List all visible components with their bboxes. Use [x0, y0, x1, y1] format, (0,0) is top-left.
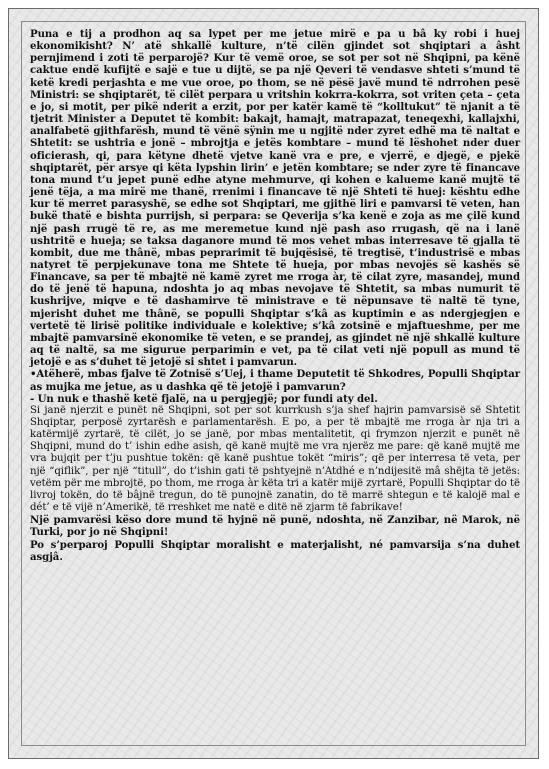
page-inner-border: [21, 21, 526, 746]
paragraph: Si janë njerzit e punët në Shqipni, sot per sot kurrkush s’ja shef hajrin pamvarsisë së Shtetit Shqiptar, perposë zyrtarësh e parlamentarësh. E po, a per të mbajtë me rroga àr nja tri a katërmijë zyrtarë, të cilët, jo se janë, por mbas mentalitetit, qi frymzon njerzit e punët në Shqipni, mund do t’ ishin edhe asish, që kanë mujtë me vra njerëz me pare: që kanë mujtë me vra bujqit per t’ju pushtue tokën: që kanë pushtue tokët “miris”; që per interresa të veta, per një “qiflik”, per një “titull”, do t’ishin gati të pshtyejnë n’Atdhé e n’ndijesitë mâ shëjta të jetës: vetëm për me mbrojtë, po thom, me rroga àr këta tri a katër mijë zyrtarë, Populli Shqiptar do të livroj tokën, do të bâjnë tregun, do të punojnë zanatin, do të marrë shtegun e të kalojë mal e dét’ e të vijë n’Amerikë, të rreshket me natë e ditë në zjarm të fabrikave!: [30, 404, 520, 514]
paragraph: •Atëherë, mbas fjalve të Zotnisë s’Uej, i thame Deputetit të Shkodres, Populli Shqiptar as mujka me jetue, as u dashka që të jetojë i pamvarun?: [30, 368, 520, 393]
page-frame: [8, 8, 539, 759]
paragraph: Një pamvarësi këso dore mund të hyjnë në punë, ndoshta, në Zanzibar, në Marok, në Turki, por jo në Shqipni!: [30, 514, 520, 539]
paragraph: - Un nuk e thashë ketë fjalë, na u pergjegjë; por fundi aty del.: [30, 392, 378, 405]
paragraph: Po s’perparoj Populli Shqiptar moralisht e materjalisht, né pamvarsija s’na duhet asgjâ.: [30, 538, 520, 563]
paragraph: Puna e tij a prodhon aq sa lypet per me jetue mirë e pa u bâ ky robi i huej ekonomikisht? N’ atë shkallë kulture, n’të cilën gjindet sot shqiptari a âsht pernjimend i zoti të perparojë? Kur të vemë oroe, se sot per sot në Shqipni, pa kënë caktue endë kufijtë e sajë e tue u dijtë, se pa një Qeveri të vendasve shteti s’mund të ketë kredi perjashta e me vue oroe, po thom, se në pësë javë mund të ndrrohen pesë Ministri: se shqiptarët, të cilët perpara u vritshin kokrra-kokrra, sot vriten çeta – çeta e jo, si motit, per pikë nderit a erzit, por per katër kamë të “kolltukut” të njanit a të tjetrit Minister a Deputet të kombit: bakajt, hamajt, matrapazat, teneqexhi, kallajxhi, analfabetë gjithfarësh, mund të vënë sÿnin me u ngjitë nder zyret edhë ma të naltat e Shtetit: se ushtria e jonë – mbrojtja e jetës kombtare – mund të lëshohet nder duer oficierash, qi, para këtyne dhetë vjetve kanë vra e pre, e vjerrë, e djegë, e pjekë shqiptarët, për arsye qi këta lypshin lirin’ e jetën kombtare; se nder zyre të financave tona mund t’u jepet punë edhe atyne mehmurve, qi kohen e kalueme kanë mujtë të jenë tëja, a ma mirë me thanë, rrenimi i financave të një Shteti të huej: kështu edhe kur të merret parasyshë, se edhe sot Shqiptari, me gjithë liri e pamvarsi të veten, han bukë thatë e bishta purrijsh, si perpara: se Qeverija s’ka kenë e zoja as me çilë kund një pash rrugë të re, as me meremetue kund një pash aso rrugash, që na i lanë ushtritë e hueja; se taksa daganore mund të mos vehet mbas interresave të gjalla të kombit, due me thânë, mbas peprarimit të bujqësisë, të tregtisë, t’industrisë e mbas natyret të perpjekunave tona me Shtete të hueja, por mbas nevojës së kashës së Financave, sa per të mbajtë në kamë zyret me rroga àr, të cilat zyre, masandej, mund do të jenë të hapuna, ndoshta jo aq mbas nevojave të Shtetit, sa mbas numurit të kushrijve, miqve e të dashamirve të ministrave e të nëpunsave të naltë të tyne, mjerisht duhet me thânë, se populli Shqiptar s’kâ as kuptimin e as ndergjegjen e vertetë të lirisë politike individuale e kolektive; s’kâ zotsinë e mjaftueshme, per me mbajtë pamvarsinë ekonomike të veten, e se prandej, as gjindet në një shkallë kulture aq të naltë, sa me sigurue perparimin e vet, pa të cilat veti një popull as mund të jetojë e as s’duhet të jetojë si shtet i pamvarun.: [30, 28, 520, 369]
document-body: [30, 28, 520, 563]
